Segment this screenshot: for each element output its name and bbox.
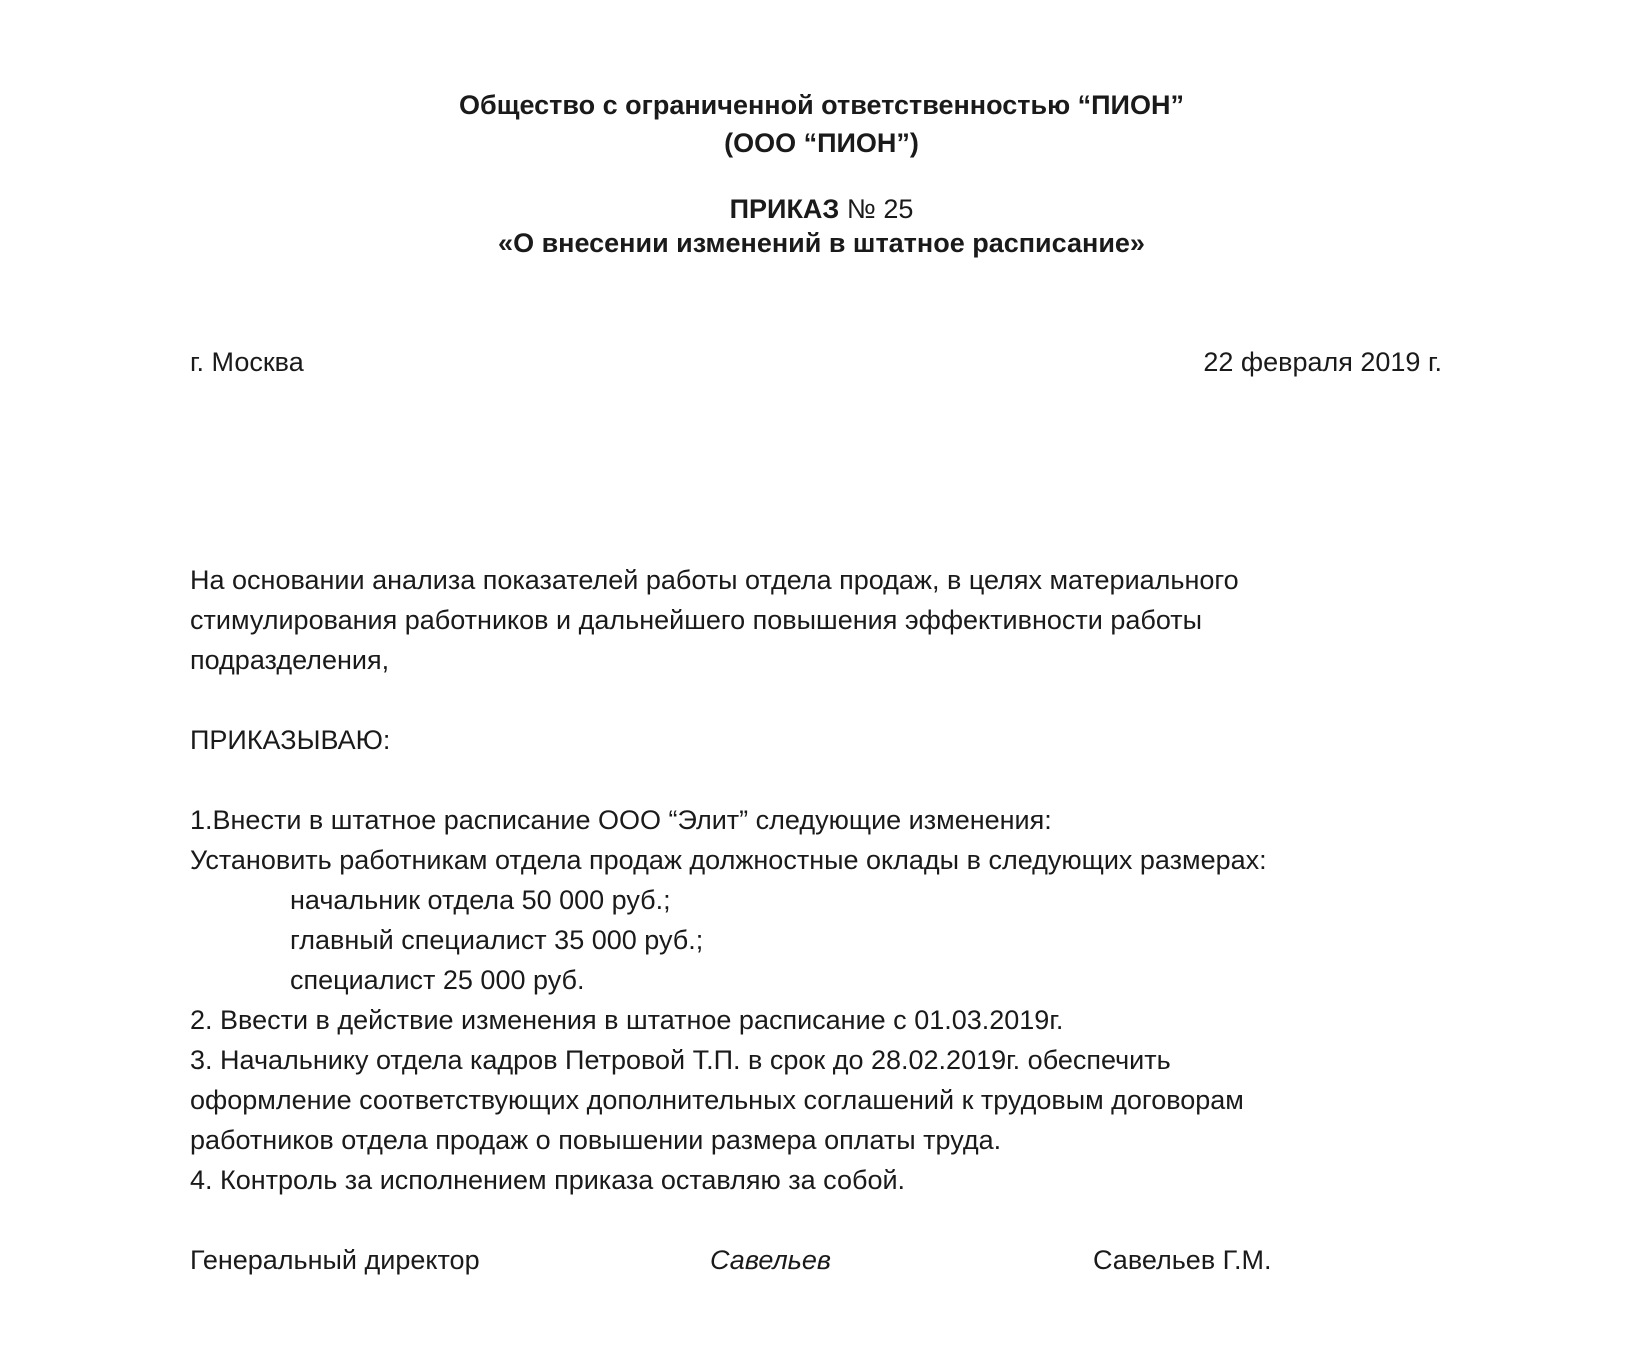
salary-line: главный специалист 35 000 руб.; xyxy=(290,925,704,955)
salary-line: специалист 25 000 руб. xyxy=(290,965,585,995)
preamble-line: стимулирования работников и дальнейшего повышения эффективности работы xyxy=(190,605,1203,635)
item-4: 4. Контроль за исполнением приказа оставляю за собой. xyxy=(190,1165,906,1195)
order-date: 22 февраля 2019 г. xyxy=(1203,347,1442,377)
order-number: № 25 xyxy=(846,194,914,224)
signatory-position: Генеральный директор xyxy=(190,1245,480,1275)
preamble-line: На основании анализа показателей работы отдела продаж, в целях материального xyxy=(190,565,1239,595)
handwritten-signature: Савельев xyxy=(710,1245,831,1275)
order-title: «О внесении изменений в штатное расписание» xyxy=(498,228,1145,258)
order-heading xyxy=(0,190,1643,228)
org-name: Общество с ограниченной ответственностью “ПИОН” xyxy=(459,90,1184,120)
item-1: 1.Внести в штатное расписание ООО “Элит” следующие изменения: xyxy=(190,805,1052,835)
item-1-sub: Установить работникам отдела продаж должностные оклады в следующих размерах: xyxy=(190,845,1267,875)
item-3-line: работников отдела продаж о повышении размера оплаты труда. xyxy=(190,1125,1002,1155)
item-2: 2. Ввести в действие изменения в штатное расписание с 01.03.2019г. xyxy=(190,1005,1064,1035)
command: ПРИКАЗЫВАЮ: xyxy=(190,725,391,755)
city: г. Москва xyxy=(190,347,304,377)
org-short-name: (ООО “ПИОН”) xyxy=(724,128,919,158)
salary-line: начальник отдела 50 000 руб.; xyxy=(290,885,671,915)
preamble-line: подразделения, xyxy=(190,645,390,675)
signatory-name: Савельев Г.М. xyxy=(1093,1245,1272,1275)
order-word: ПРИКАЗ xyxy=(729,194,840,224)
item-3-line: 3. Начальнику отдела кадров Петровой Т.П. в срок до 28.02.2019г. обеспечить xyxy=(190,1045,1171,1075)
item-3-line: оформление соответствующих дополнительных соглашений к трудовым договорам xyxy=(190,1085,1244,1115)
